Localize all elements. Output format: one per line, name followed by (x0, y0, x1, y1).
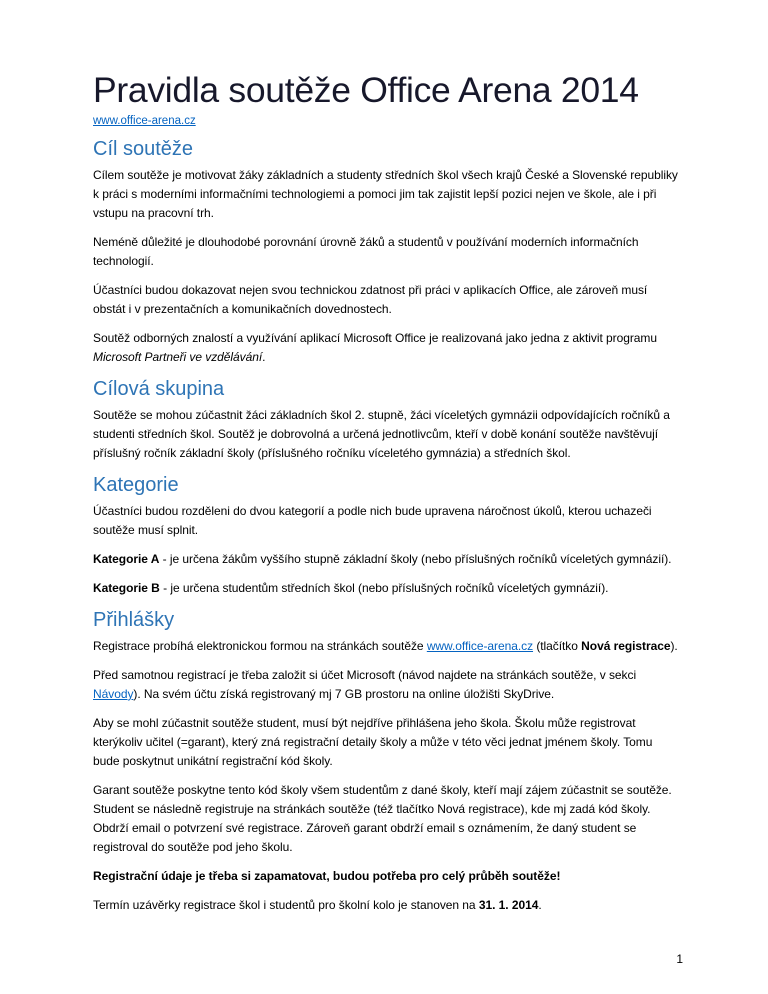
text: ). Na svém účtu získá registrovaný mj 7 GB prostoru na online úložišti SkyDrive. (133, 686, 555, 701)
section-kategorie (93, 473, 681, 598)
program-name: Microsoft Partneři ve vzdělávání (93, 349, 263, 364)
text: Registrace probíhá elektronickou formou na stránkách soutěže (93, 638, 427, 653)
site-link[interactable]: www.office-arena.cz (93, 114, 196, 127)
text: . (262, 349, 266, 364)
paragraph: Účastníci budou rozděleni do dvou kategorií a podle nich bude upravena náročnost úkolů, kterou uchazeči soutěže musí splnit. (93, 503, 652, 537)
bold-text: Nová registrace (581, 638, 671, 653)
text: (tlačítko (533, 638, 582, 653)
section-skupina (93, 377, 681, 463)
paragraph (93, 637, 681, 656)
page-number: 1 (676, 952, 683, 966)
bold-notice: Registrační údaje je třeba si zapamatovat, budou potřeba pro celý průběh soutěže! (93, 868, 561, 883)
text: Soutěž odborných znalostí a využívání aplikací Microsoft Office je realizovaná jako jedna z aktivit programu (93, 330, 657, 345)
navody-link[interactable]: Návody (93, 686, 134, 701)
text: . (538, 897, 542, 912)
paragraph: Aby se mohl zúčastnit soutěže student, musí být nejdříve přihlášena jeho škola. Školu může registrovat kterýkoliv učitel (=garant), který zná registrační detaily školy a může v této věci jednat jménem školy. Tomu bude poskytnut unikátní registrační kód školy. (93, 715, 653, 768)
registration-link[interactable]: www.office-arena.cz (426, 638, 534, 653)
category-b-label: Kategorie B (93, 580, 160, 595)
paragraph (93, 666, 681, 704)
text: - je určena žákům vyššího stupně základní školy (nebo příslušných ročníků víceletých gymnázií). (159, 551, 672, 566)
text: Před samotnou registrací je třeba založit si účet Microsoft (návod najdete na stránkách soutěže, v sekci (93, 667, 637, 682)
paragraph: Účastníci budou dokazovat nejen svou technickou zdatnost při práci v aplikacích Office, ale zároveň musí obstát i v prezentačních a komunikačních dovednostech. (93, 282, 648, 316)
paragraph (93, 867, 681, 886)
text: Termín uzávěrky registrace škol i studentů pro školní kolo je stanoven na (93, 897, 479, 912)
text: ). (670, 638, 678, 653)
deadline-date: 31. 1. 2014 (478, 897, 539, 912)
category-a-label: Kategorie A (93, 551, 160, 566)
paragraph (93, 896, 681, 915)
section-cil (93, 137, 681, 367)
document-body (93, 70, 681, 925)
section-heading-prihlasky: Přihlášky (93, 608, 175, 631)
category-b (93, 579, 681, 598)
section-heading-kategorie: Kategorie (93, 473, 179, 496)
text: - je určena studentům středních škol (nebo příslušných ročníků víceletých gymnázií). (159, 580, 609, 595)
section-heading-cil: Cíl soutěže (93, 137, 194, 160)
document-title: Pravidla soutěže Office Arena 2014 (93, 70, 639, 110)
paragraph: Garant soutěže poskytne tento kód školy všem studentům z dané školy, kteří mají zájem zúčastnit se soutěže. Student se následně registruje na stránkách soutěže (též tlačítko Nová registrace), kde mj zadá kód školy. Obdrží email o potvrzení své registrace. Zároveň garant obdrží email s oznámením, že daný student se registroval do soutěže pod jeho školu. (93, 782, 672, 854)
section-prihlasky (93, 608, 681, 915)
paragraph: Cílem soutěže je motivovat žáky základních a studenty středních škol všech krajů České a Slovenské republiky k práci s moderními informačními technologiemi a pomoci jim tak zajistit lepší pozici nejen ve škole, ale i při vstupu na pracovní trh. (93, 167, 678, 220)
paragraph: Soutěže se mohou zúčastnit žáci základních škol 2. stupně, žáci víceletých gymnázii odpovídajících ročníků a studenti středních škol. Soutěž je dobrovolná a určená jednotlivcům, kteří v době konání soutěže navštěvují příslušný ročník základní školy (příslušného ročníku víceletého gymnázia) a středních škol. (93, 407, 670, 460)
paragraph (93, 329, 681, 367)
category-a (93, 550, 681, 569)
paragraph: Neméně důležité je dlouhodobé porovnání úrovně žáků a studentů v používání moderních informačních technologií. (93, 234, 639, 268)
section-heading-skupina: Cílová skupina (93, 377, 225, 400)
